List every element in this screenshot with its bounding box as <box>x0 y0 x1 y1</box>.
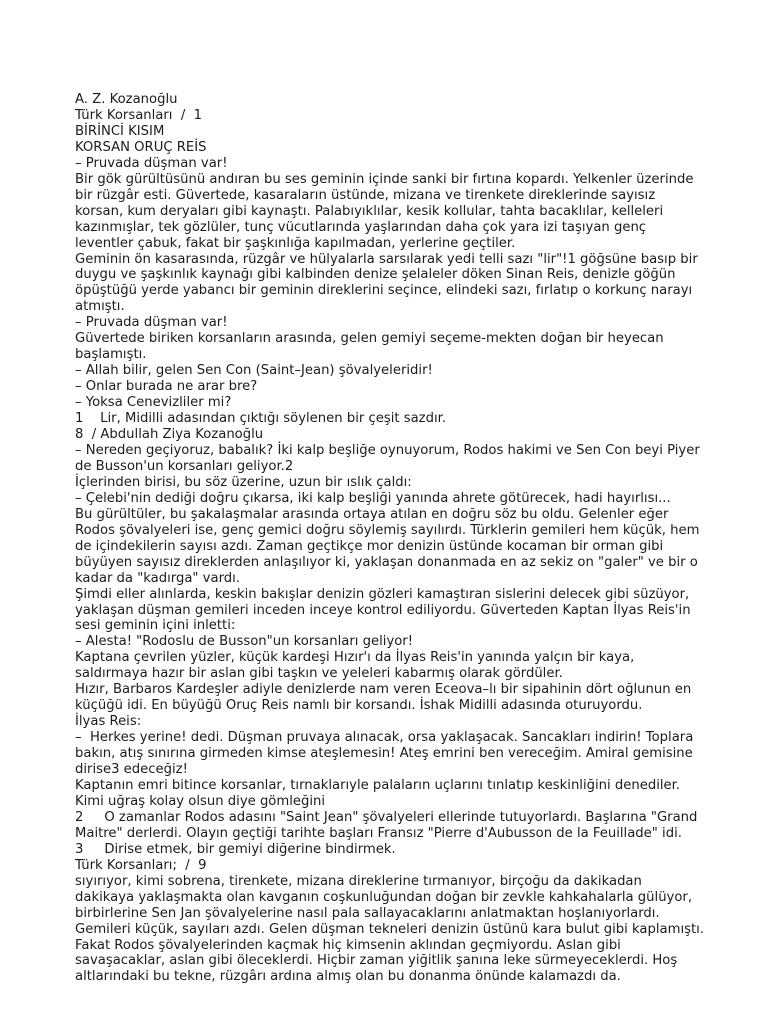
paragraph: – Nereden geçiyoruz, babalık? İki kalp beşliğe oynuyorum, Rodos hakimi ve Sen Con beyi Piyer de Busson'un korsanları geliyor.2 <box>75 442 704 474</box>
document-page <box>75 92 709 985</box>
running-header: 8 / Abdullah Ziya Kozanoğlu <box>75 427 264 443</box>
paragraph: Kaptana çevrilen yüzler, küçük kardeşi Hızır'ı da İlyas Reis'in yanında yalçın bir kaya, saldırmaya hazır bir aslan gibi taşkın ve yeleleri kabarmış olarak gördüler. <box>75 650 639 682</box>
footnote: 1 Lir, Midilli adasından çıktığı söylenen bir çeşit sazdır. <box>75 411 447 427</box>
paragraph: – Yoksa Cenevizliler mi? <box>75 395 232 411</box>
author-line: A. Z. Kozanoğlu <box>75 92 178 107</box>
paragraph: Bu gürültüler, bu şakalaşmalar arasında ortaya atılan en doğru söz bu oldu. Gelenler eğer Rodos şövalyeleri ise, genç gemici doğru söylemiş sayılırdı. Türklerin gemileri hem küçük, hem de içindekilerin sayısı azdı. Zaman geçtikçe mor denizin üstünde kocaman bir orman gibi büyüyen sayısız direklerden anlaşılıyor ki, yaklaşan donanmada en az sekiz on "galer" ve bir o kadar da "kadırga" vardı. <box>75 506 704 586</box>
paragraph: Kaptanın emri bitince korsanlar, tırnaklarıyle palaların uçlarını tınlatıp keskinliğini denediler. Kimi uğraş kolay olsun diye gömleğini <box>75 777 685 809</box>
paragraph: sıyırıyor, kimi sobrena, tirenkete, mizana direklerine tırmanıyor, birçoğu da dakikadan dakikaya yaklaşmakta olan kavganın coşkunluğundan doğan bir zevkle kahkahalarla gülüyor, birbirlerine Sen Jan şövalyelerine nasıl pala sallayacaklarını anlatmaktan hoşlanıyorlardı. Gemileri küçük, sayıları azdı. Gelen düşman tekneleri denizin üstünü kara bulut gibi kaplamıştı. Fakat Rodos şövalyelerinden kaçmak hiç kimsenin aklından geçmiyordu. Aslan gibi savaşacaklar, aslan gibi öleceklerdi. Hiçbir zaman yiğitlik şanına leke sürmeyeceklerdi. Hoş altlarındaki bu tekne, rüzgârı ardına almış olan bu donanma önünde kalamazdı da. <box>75 873 709 985</box>
paragraph: – Allah bilir, gelen Sen Con (Saint–Jean) şövalyeleridir! <box>75 363 433 379</box>
chapter-heading: KORSAN ORUÇ REİS <box>75 139 207 155</box>
running-header: Türk Korsanları; / 9 <box>75 857 207 873</box>
footnote: 3 Dirise etmek, bir gemiyi diğerine bindirmek. <box>75 841 396 857</box>
paragraph: – Herkes yerine! dedi. Düşman pruvaya alınacak, orsa yaklaşacak. Sancakları indirin! Toplara bakın, atış sınırına girmeden kimse ateşlemesin! Ateş emrini ben vereceğim. Amiral gemisine dirise3 edeceğiz! <box>75 730 698 778</box>
paragraph: Bir gök gürültüsünü andıran bu ses geminin içinde sanki bir fırtına kopardı. Yelkenler üzerinde bir rüzgâr esti. Güvertede, kasaraların üstünde, mizana ve tirenkete direklerinde sayısız korsan, kum deryaları gibi kaynaştı. Palabıyıklılar, kesik kollular, tahta bacaklılar, kelleleri kazınmışlar, tek gözlüler, tunç vücutlarında yaşlarından daha çok yara izi taşıyan genç leventler çabuk, fakat bir şaşkınlığa kapılmadan, yerlerine geçtiler. <box>75 171 698 251</box>
paragraph: – Pruvada düşman var! <box>75 155 228 171</box>
paragraph: Hızır, Barbaros Kardeşler adiyle denizlerde nam veren Eceova–lı bir sipahinin dört oğlunun en küçüğü idi. En büyüğü Oruç Reis namlı bir korsandı. İshak Midilli adasında oturuyordu. <box>75 682 696 714</box>
paragraph: – Pruvada düşman var! <box>75 315 228 331</box>
paragraph: İçlerinden birisi, bu söz üzerine, uzun bir ıslık çaldı: <box>75 474 412 490</box>
paragraph: – Alesta! "Rodoslu de Busson"un korsanları geliyor! <box>75 634 414 650</box>
paragraph: İlyas Reis: <box>75 714 142 730</box>
paragraph: Geminin ön kasarasında, rüzgâr ve hülyalarla sarsılarak yedi telli sazı "lir"!1 göğsüne basıp bir duygu ve şaşkınlık kaynağı gibi kalbinden denize şelaleler döken Sinan Reis, denizle göğün öpüştüğü yerde yabancı bir geminin direklerini seçince, elindeki sazı, fırlatıp o korkunç narayı atmıştı. <box>75 251 702 315</box>
paragraph: – Çelebi'nin dediği doğru çıkarsa, iki kalp beşliği yanında ahrete götürecek, hadi hayırlısı... <box>75 490 671 506</box>
paragraph: – Onlar burada ne arar bre? <box>75 379 258 395</box>
footnote: 2 O zamanlar Rodos adasını "Saint Jean" şövalyeleri ellerinde tutuyorlardı. Başlarına "Grand Maitre" derlerdi. Olayın geçtiği tarihte başları Fransız "Pierre d'Aubusson de la Feuillade" idi. <box>75 809 702 841</box>
paragraph: Güvertede biriken korsanların arasında, gelen gemiyi seçeme-mekten doğan bir heyecan başlamıştı. <box>75 331 668 363</box>
part-heading: BİRİNCİ KISIM <box>75 123 165 139</box>
paragraph: Şimdi eller alınlarda, keskin bakışlar denizin gözleri kamaştıran sislerini delecek gibi süzüyor, yaklaşan düşman gemileri inceden inceye kontrol ediliyordu. Güverteden Kaptan İlyas Reis'in sesi geminin içini inletti: <box>75 586 695 634</box>
series-page-line: Türk Korsanları / 1 <box>75 107 203 123</box>
